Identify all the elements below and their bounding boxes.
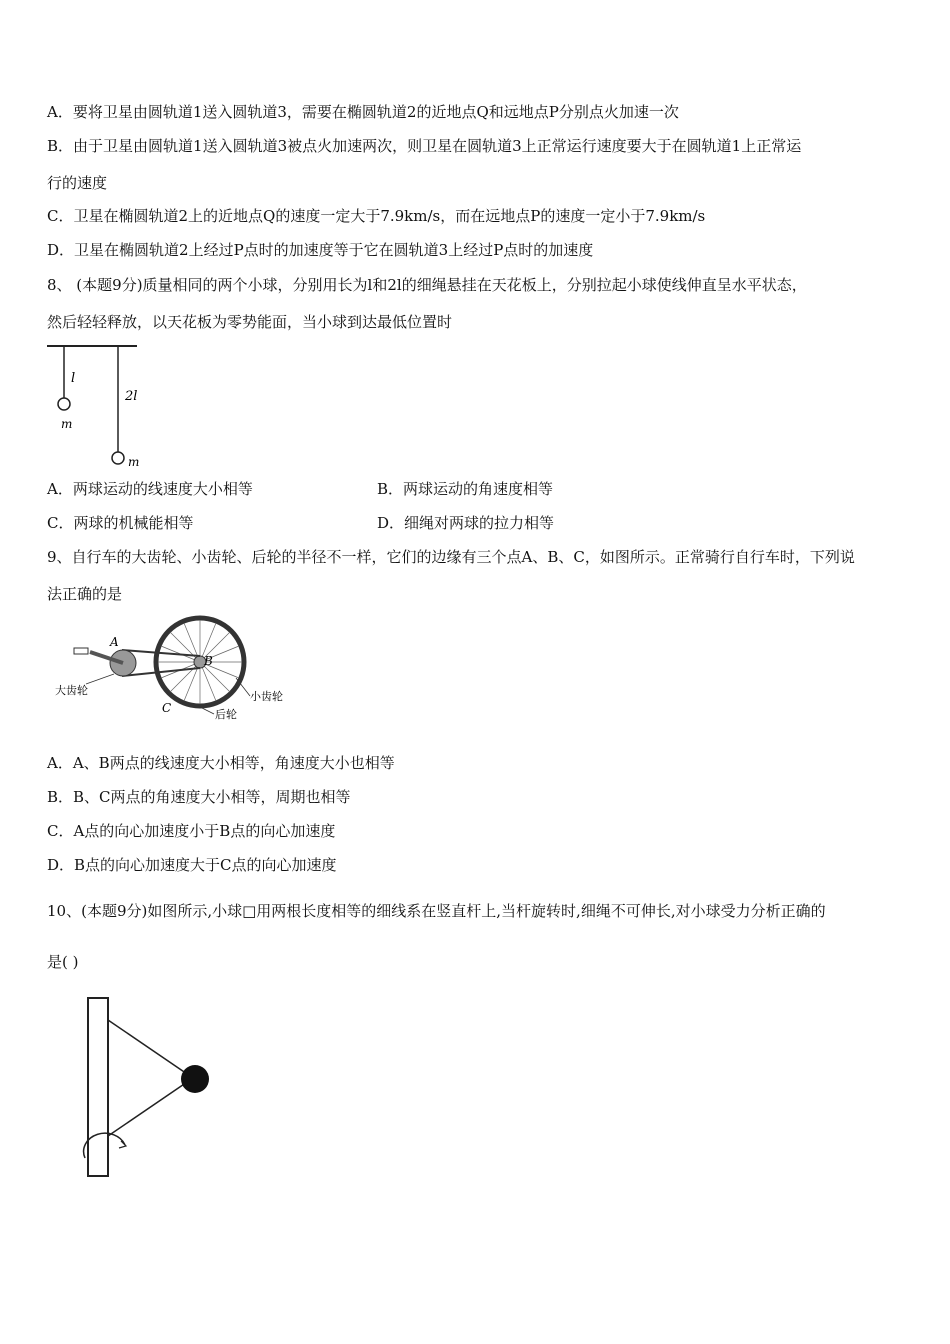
q9-option-b: B．B、C两点的角速度大小相等，周期也相等: [47, 788, 351, 806]
q8-stem-line1: 8、 (本题9分)质量相同的两个小球，分别用长为l和2l的细绳悬挂在天花板上，分别拉起小球使线伸直呈水平状态，: [47, 276, 807, 294]
q7-option-a: A．要将卫星由圆轨道1送入圆轨道3，需要在椭圆轨道2的近地点Q和远地点P分别点火加速一次: [47, 103, 679, 121]
q7-option-c: C．卫星在椭圆轨道2上的近地点Q的速度一定大于7.9km/s，而在远地点P的速度一定小于7.9km/s: [47, 207, 706, 225]
q7-option-d: D．卫星在椭圆轨道2上经过P点时的加速度等于它在圆轨道3上经过P点时的加速度: [47, 241, 594, 259]
label-b: B: [204, 654, 213, 668]
q9-option-a: A．A、B两点的线速度大小相等，角速度大小也相等: [47, 754, 395, 772]
pendulum-figure: [45, 340, 145, 470]
q8-option-d: D．细绳对两球的拉力相等: [377, 514, 555, 532]
label-c: C: [162, 701, 172, 715]
label-m2: m: [128, 455, 140, 469]
label-small-gear: 小齿轮: [250, 690, 283, 703]
q9-stem-line2: 法正确的是: [47, 585, 123, 603]
label-big-gear: 大齿轮: [55, 684, 88, 697]
q7-option-b: B．由于卫星由圆轨道1送入圆轨道3被点火加速两次，则卫星在圆轨道3上正常运行速度要大于在圆轨道1上正常运: [47, 137, 802, 155]
q9-stem-line1: 9、自行车的大齿轮、小齿轮、后轮的半径不一样，它们的边缘有三个点A、B、C，如图所示。正常骑行自行车时，下列说: [47, 548, 855, 566]
label-l: l: [71, 371, 76, 386]
label-a: A: [110, 635, 119, 649]
label-m1: m: [61, 417, 73, 431]
q8-option-c: C．两球的机械能相等: [47, 514, 194, 532]
label-rear-wheel: 后轮: [215, 708, 237, 721]
q7-option-b-cont: 行的速度: [47, 174, 108, 192]
q8-option-b: B．两球运动的角速度相等: [377, 480, 554, 498]
rotating-rod-figure: [65, 990, 225, 1185]
q10-stem-line1: 10、(本题9分)如图所示,小球□用两根长度相等的细线系在竖直杆上,当杆旋转时,细绳不可伸长,对小球受力分析正确的: [47, 902, 826, 920]
q8-option-a: A．两球运动的线速度大小相等: [47, 480, 253, 498]
label-2l: 2l: [125, 389, 138, 404]
bicycle-figure: [50, 612, 310, 727]
q9-option-d: D．B点的向心加速度大于C点的向心加速度: [47, 856, 337, 874]
q8-stem-line2: 然后轻轻释放，以天花板为零势能面，当小球到达最低位置时: [47, 313, 453, 331]
q10-stem-line2: 是( ): [47, 953, 79, 971]
q9-option-c: C．A点的向心加速度小于B点的向心加速度: [47, 822, 336, 840]
